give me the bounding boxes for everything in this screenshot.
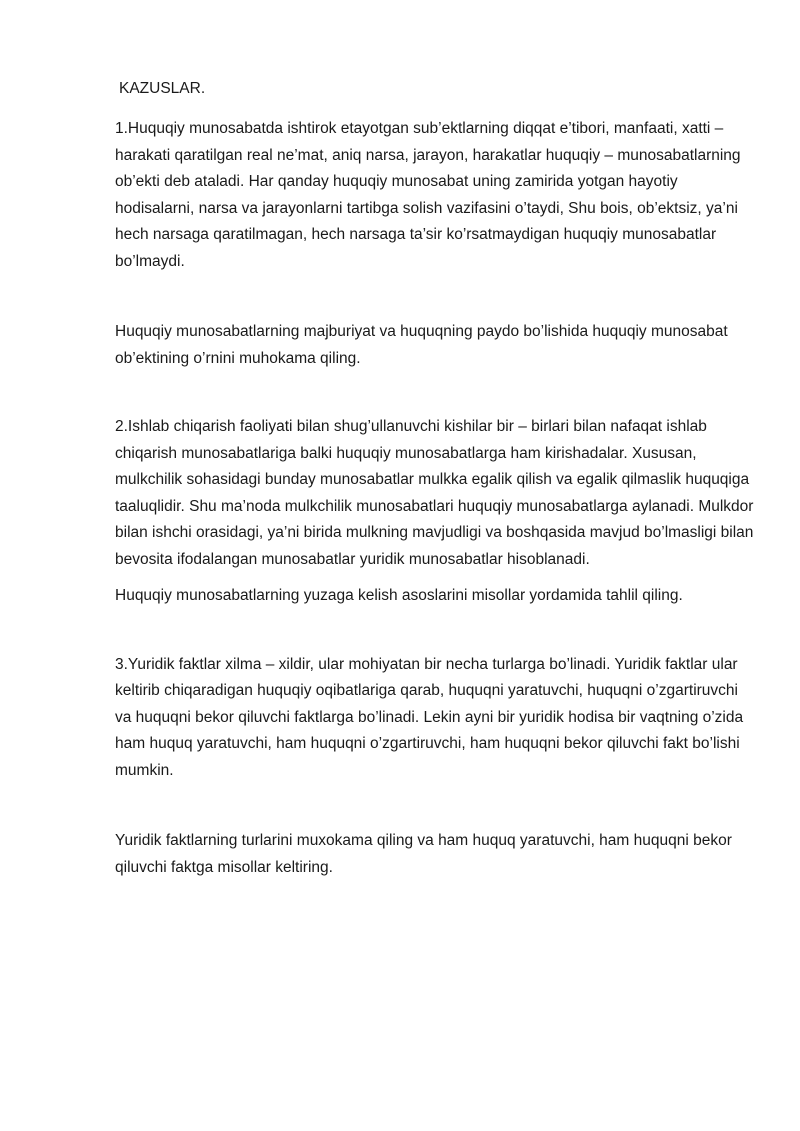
case-2-task: Huquqiy munosabatlarning yuzaga kelish asoslarini misollar yordamida tahlil qiling. [115, 587, 683, 604]
spacer [115, 275, 750, 319]
spacer [115, 372, 750, 414]
spacer [115, 573, 750, 583]
case-1-task: Huquqiy munosabatlarning majburiyat va huquqning paydo bo’lishida huquqiy munosabat ob’ektining o’rnini muhokama qiling. [115, 323, 728, 367]
document-heading: KAZUSLAR. [119, 80, 206, 97]
case-2-text: 2.Ishlab chiqarish faoliyati bilan shug’ullanuvchi kishilar bir – birlari bilan nafaqat ishlab chiqarish munosabatlariga balki huquqiy munosabatlarga ham kirishadalar. Xususan, mulkchilik sohasidagi bunday munosabatlar mulkka egalik qilish va egalik qilmaslik huquqiga taaluqlidir. Shu ma’noda mulkchilik munosabatlari huquqiy munosabatlarga aylanadi. Mulkdor bilan ishchi orasidagi, ya’ni birida mulkning mavjudligi va boshqasida mavjud bo’lmasligi bilan bevosita ifodalangan munosabatlar yuridik munosabatlar hisoblanadi. [115, 418, 754, 568]
case-1-text: 1.Huquqiy munosabatda ishtirok etayotgan sub’ektlarning diqqat e’tibori, manfaati, xatti –harakati qaratilgan real ne’mat, aniq narsa, jarayon, harakatlar huquqiy – munosabatlarning ob’ekti deb ataladi. Har qanday huquqiy munosabat uning zamirida yotgan hayotiy hodisalarni, narsa va jarayonlarni tartibga solish vazifasini o’taydi, Shu bois, ob’ektsiz, ya’ni hech narsaga qaratilmagan, hech narsaga ta’sir ko’rsatmaydigan huquqiy munosabatlar bo’lmaydi. [115, 120, 741, 270]
spacer [115, 610, 750, 652]
case-3-text: 3.Yuridik faktlar xilma – xildir, ular mohiyatan bir necha turlarga bo’linadi. Yuridik faktlar ular keltirib chiqaradigan huquqiy oqibatlariga qarab, huquqni yaratuvchi, huquqni o’zgartiruvchi va huquqni bekor qiluvchi faktlarga bo’linadi. Lekin ayni bir yuridik hodisa bir vaqtning o’zida ham huquq yaratuvchi, ham huquqni o’zgartiruvchi, ham huquqni bekor qiluvchi fakt bo’lishi mumkin. [115, 655, 744, 779]
spacer [115, 784, 750, 828]
case-3-task: Yuridik faktlarning turlarini muxokama qiling va ham huquq yaratuvchi, ham huquqni bekor qiluvchi faktga misollar keltiring. [115, 832, 732, 876]
